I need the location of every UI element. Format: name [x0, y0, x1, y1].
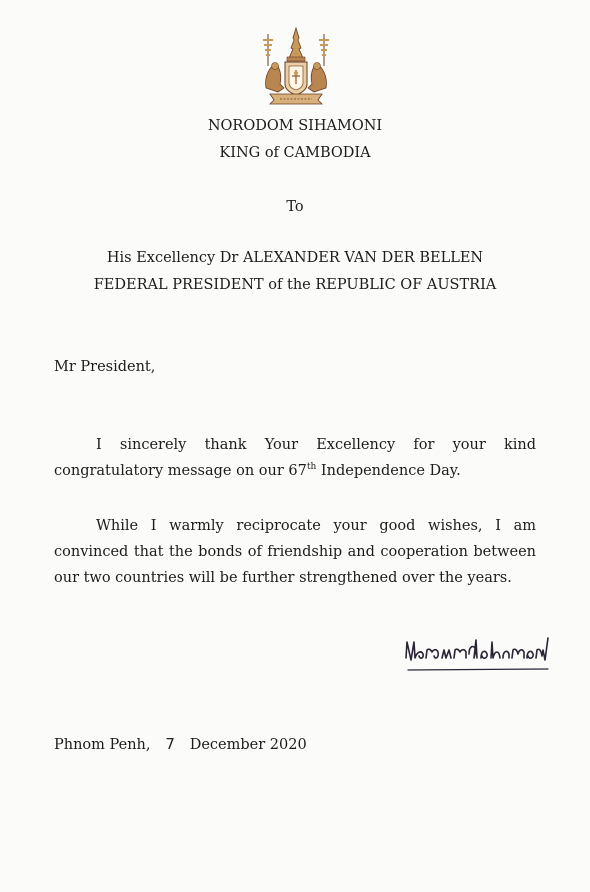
- sender-name: NORODOM SIHAMONI: [207, 118, 383, 134]
- recipient-title: FEDERAL PRESIDENT of the REPUBLIC OF AUSTRIA: [93, 277, 497, 293]
- sender-title: KING of CAMBODIA: [219, 145, 371, 161]
- paragraph-2-text: While I warmly reciprocate your good wishes, I am convinced that the bonds of friendship and cooperation between our two countries will be further strengthened over the years.: [54, 518, 536, 586]
- dateline-month-year: December 2020: [189, 737, 307, 753]
- dateline-place: Phnom Penh,: [54, 737, 151, 753]
- paragraph-1-text: I sincerely thank Your Excellency for your kind congratulatory message on our 67: [54, 437, 536, 479]
- handwritten-signature-icon: [402, 628, 552, 676]
- to-label: To: [286, 199, 304, 215]
- royal-coat-of-arms-icon: [258, 26, 334, 106]
- dateline: [54, 735, 307, 753]
- body-paragraph-1: [54, 432, 536, 484]
- salutation: Mr President,: [54, 359, 156, 375]
- ordinal-superscript: th: [306, 462, 317, 472]
- paragraph-1-ending: Independence Day.: [316, 463, 461, 479]
- body-paragraph-2: [54, 513, 536, 591]
- recipient-name: His Excellency Dr ALEXANDER VAN DER BELLEN: [106, 250, 484, 266]
- dateline-day: 7: [165, 735, 175, 753]
